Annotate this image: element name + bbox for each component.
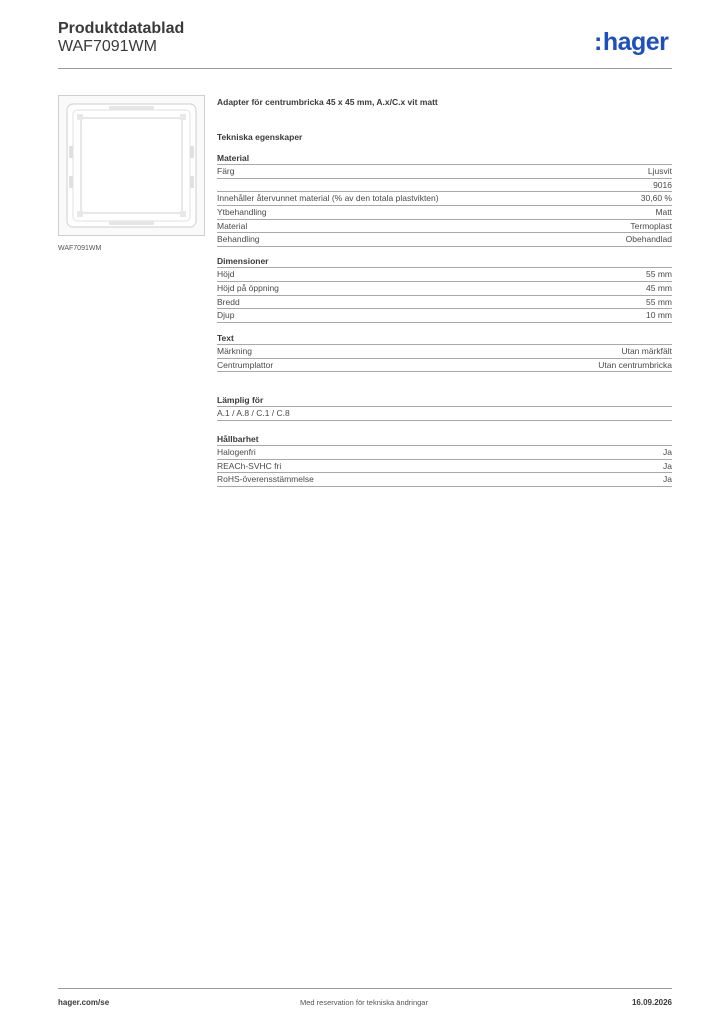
product-image xyxy=(58,95,205,236)
text-rows xyxy=(217,344,672,372)
spec-row xyxy=(217,219,672,233)
spec-value: 9016 xyxy=(653,179,672,190)
spec-label: RoHS-överensstämmelse xyxy=(217,474,314,485)
section-lamplig xyxy=(217,394,672,421)
spec-label: Halogenfri xyxy=(217,446,256,457)
section-heading: Lämplig för xyxy=(217,395,264,406)
spec-value: Obehandlad xyxy=(625,234,672,245)
spec-row xyxy=(217,267,672,281)
spec-row xyxy=(217,191,672,205)
spec-value: 45 mm xyxy=(646,282,672,293)
spec-row xyxy=(217,472,672,486)
spec-row xyxy=(217,295,672,309)
spec-value: Utan centrumbricka xyxy=(598,359,672,370)
spec-row xyxy=(217,178,672,192)
product-description: Adapter för centrumbricka 45 x 45 mm, A.x/C.x vit matt xyxy=(217,97,438,107)
footer-divider xyxy=(58,988,672,989)
spec-label: Innehåller återvunnet material (% av den totala plastvikten) xyxy=(217,193,439,204)
spec-row xyxy=(217,308,672,322)
spec-row xyxy=(217,358,672,372)
hager-logo: :hager xyxy=(594,28,669,56)
spec-label: REACh-SVHC fri xyxy=(217,460,282,471)
spec-row xyxy=(217,164,672,178)
section-dimensioner xyxy=(217,255,672,323)
image-caption: WAF7091WM xyxy=(58,245,102,252)
spec-value: Termoplast xyxy=(630,220,672,231)
spec-label: Djup xyxy=(217,310,235,321)
product-code: WAF7091WM xyxy=(58,38,157,55)
spec-row xyxy=(217,344,672,358)
spec-label: Färg xyxy=(217,166,235,176)
spec-row xyxy=(217,445,672,459)
spec-value: Ljusvit xyxy=(647,166,672,176)
spec-value: 55 mm xyxy=(646,269,672,280)
section-heading: Dimensioner xyxy=(217,256,269,267)
spec-value: Ja xyxy=(663,446,672,457)
spec-label: Centrumplattor xyxy=(217,359,274,370)
spec-label: A.1 / A.8 / C.1 / C.8 xyxy=(217,408,290,419)
spec-value: 30,60 % xyxy=(640,193,672,204)
spec-label: Bredd xyxy=(217,296,240,307)
spec-label: Behandling xyxy=(217,234,260,245)
dimensioner-rows xyxy=(217,267,672,323)
spec-label: Höjd på öppning xyxy=(217,282,279,293)
spec-label: Märkning xyxy=(217,345,252,356)
spec-value: Ja xyxy=(663,460,672,471)
footer-disclaimer: Med reservation för tekniska ändringar xyxy=(300,998,428,1007)
spec-label: Ytbehandling xyxy=(217,207,267,218)
page-title: Produktdatablad xyxy=(58,20,185,37)
hallbarhet-rows xyxy=(217,445,672,487)
section-heading: Hållbarhet xyxy=(217,433,259,444)
material-rows xyxy=(217,164,672,247)
spec-row xyxy=(217,406,672,420)
footer-date: 16.09.2026 xyxy=(631,998,672,1007)
lamplig-rows xyxy=(217,406,672,421)
section-heading: Material xyxy=(217,153,250,163)
spec-label: Material xyxy=(217,220,248,231)
logo-text: hager xyxy=(602,28,669,56)
spec-row xyxy=(217,459,672,473)
adapter-frame-illustration xyxy=(59,96,204,235)
section-hallbarhet xyxy=(217,433,672,487)
spec-value: Ja xyxy=(663,474,672,485)
spec-label: Höjd xyxy=(217,269,235,280)
spec-row xyxy=(217,232,672,246)
spec-row xyxy=(217,205,672,219)
spec-value: 55 mm xyxy=(646,296,672,307)
section-material xyxy=(217,152,672,247)
section-heading: Text xyxy=(217,332,234,343)
footer-website-link[interactable]: hager.com/se xyxy=(58,998,110,1007)
spec-content xyxy=(217,95,672,487)
section-text xyxy=(217,332,672,372)
header-divider xyxy=(58,68,672,69)
tech-heading: Tekniska egenskaper xyxy=(217,132,303,142)
spec-row xyxy=(217,281,672,295)
spec-value: 10 mm xyxy=(646,310,672,321)
spec-value: Utan märkfält xyxy=(621,345,672,356)
spec-value: Matt xyxy=(655,207,672,218)
